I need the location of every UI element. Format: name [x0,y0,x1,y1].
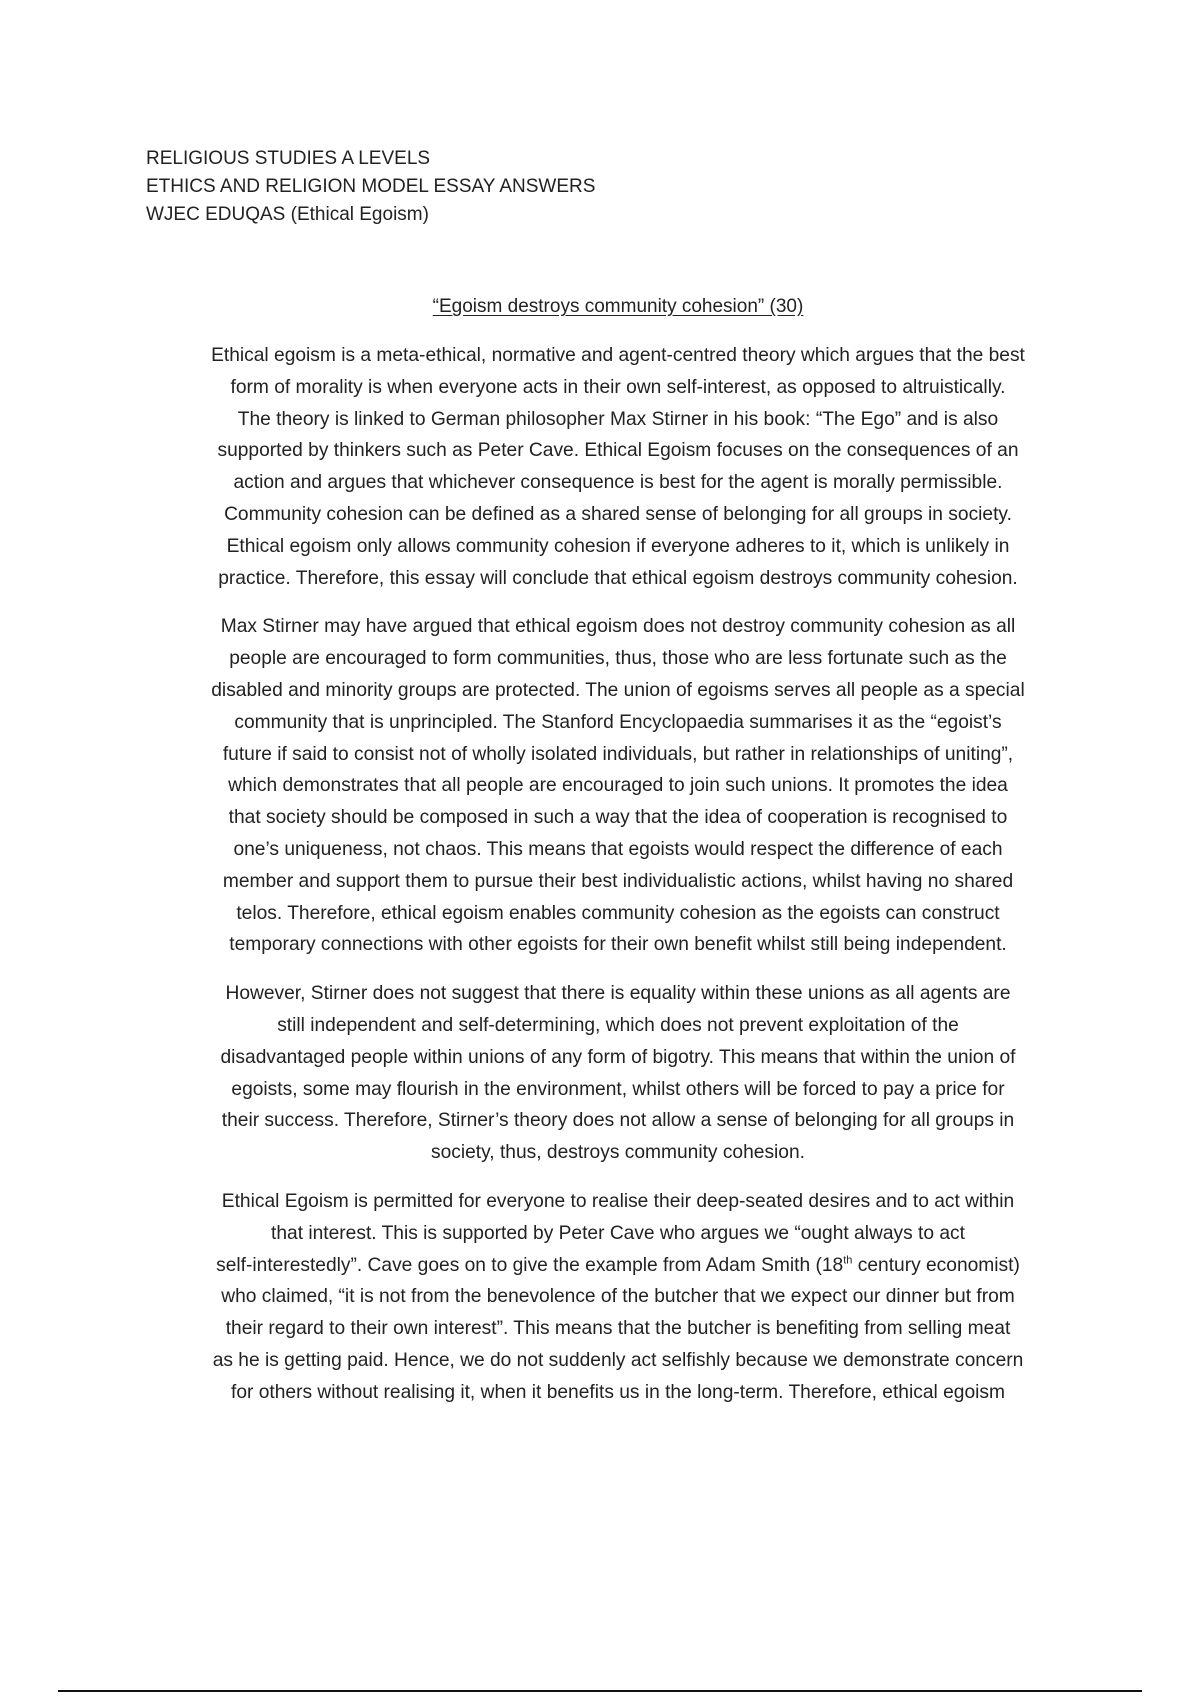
text-line: member and support them to pursue their best individualistic actions, whilst having no shared [222,870,1014,892]
text-line: that interest. This is supported by Peter Cave who argues we “ought always to act [271,1222,965,1244]
text-line: form of morality is when everyone acts in their own self-interest, as opposed to altruistically. [230,376,1006,398]
paragraph-stirner-argument [140,611,1096,961]
text-line: their regard to their own interest”. This means that the butcher is benefiting from selling meat [225,1318,1011,1340]
text-line-end: century economist) [852,1254,1020,1276]
text-line: practice. Therefore, this essay will conclude that ethical egoism destroys community cohesion. [218,567,1018,589]
essay-title: “Egoism destroys community cohesion” (30) [432,296,804,317]
text-line: one’s uniqueness, not chaos. This means that egoists would respect the difference of each [233,838,1003,860]
text-line: society, thus, destroys community cohesion. [431,1142,805,1164]
document-header [146,145,595,229]
header-topic: ETHICS AND RELIGION MODEL ESSAY ANSWERS [146,176,596,197]
text-line: for others without realising it, when it benefits us in the long-term. Therefore, ethical egoism [231,1381,1005,1403]
text-line: disadvantaged people within unions of any form of bigotry. This means that within the union of [220,1046,1016,1068]
text-line: still independent and self-determining, which does not prevent exploitation of the [277,1014,959,1036]
text-line: The theory is linked to German philosopher Max Stirner in his book: “The Ego” and is also [237,408,999,430]
text-line: However, Stirner does not suggest that there is equality within these unions as all agents are [225,983,1011,1005]
header-board: WJEC EDUQAS (Ethical Egoism) [146,204,429,225]
text-line: egoists, some may flourish in the environment, whilst others will be forced to pay a price for [231,1078,1005,1100]
text-line: that society should be composed in such a way that the idea of cooperation is recognised to [228,807,1008,829]
text-line: action and argues that whichever consequence is best for the agent is morally permissible. [233,472,1003,494]
text-line-with-superscript [140,1250,1096,1282]
text-line: supported by thinkers such as Peter Cave. Ethical Egoism focuses on the consequences of an [217,440,1019,462]
text-line: people are encouraged to form communities, thus, those who are less fortunate such as the [229,648,1007,670]
text-line: Ethical egoism only allows community cohesion if everyone adheres to it, which is unlikely in [226,535,1010,557]
text-line: community that is unprincipled. The Stanford Encyclopaedia summarises it as the “egoist’s [234,711,1002,733]
ordinal-superscript: th [843,1254,853,1267]
text-line: Max Stirner may have argued that ethical egoism does not destroy community cohesion as all [220,616,1016,638]
header-subject: RELIGIOUS STUDIES A LEVELS [146,148,431,169]
text-line: telos. Therefore, ethical egoism enables community cohesion as the egoists can construct [236,902,1000,924]
text-line: which demonstrates that all people are encouraged to join such unions. It promotes the idea [228,775,1008,797]
text-line: Ethical egoism is a meta-ethical, normative and agent-centred theory which argues that the best [211,345,1025,366]
text-line: who claimed, “it is not from the benevolence of the butcher that we expect our dinner but from [221,1286,1015,1308]
paragraph-stirner-counter [140,978,1096,1169]
essay-body [140,340,1096,1426]
text-line: Community cohesion can be defined as a shared sense of belonging for all groups in society. [224,503,1012,525]
text-line: future if said to consist not of wholly isolated individuals, but rather in relationships of uniting”, [222,743,1014,765]
footer-divider [58,1690,1142,1692]
text-line: their success. Therefore, Stirner’s theory does not allow a sense of belonging for all groups in [221,1110,1015,1132]
text-line: disabled and minority groups are protected. The union of egoisms serves all people as a special [211,679,1025,701]
text-line: as he is getting paid. Hence, we do not suddenly act selfishly because we demonstrate concern [212,1349,1024,1371]
paragraph-introduction [140,340,1096,594]
text-line: Ethical Egoism is permitted for everyone to realise their deep-seated desires and to act within [221,1190,1015,1212]
paragraph-cave-argument [140,1186,1096,1409]
text-line-start: self-interestedly”. Cave goes on to give the example from Adam Smith (18 [216,1254,844,1276]
text-line: temporary connections with other egoists for their own benefit whilst still being independent. [229,934,1007,956]
